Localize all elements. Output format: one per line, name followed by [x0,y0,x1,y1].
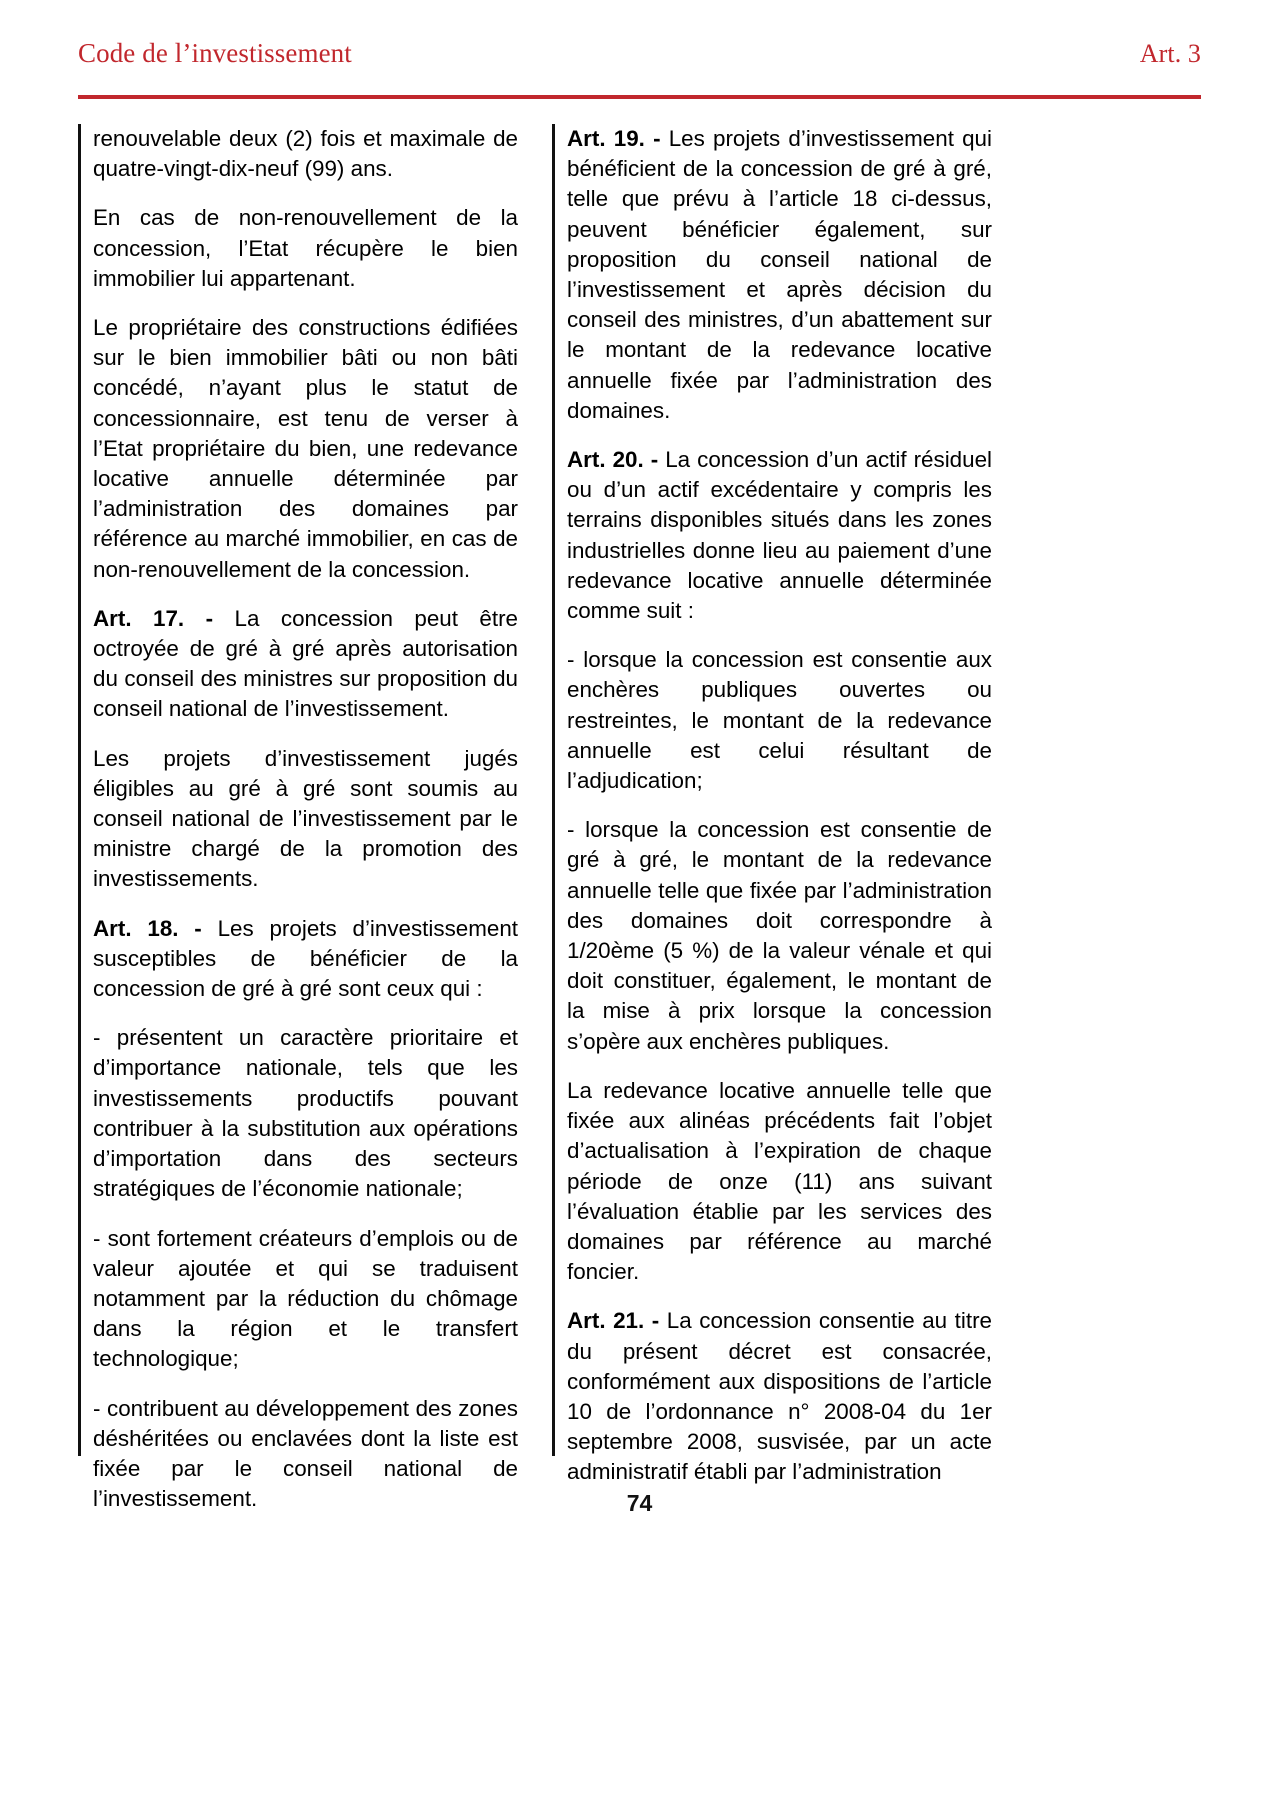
body-paragraph: - lorsque la concession est consentie de gré à gré, le montant de la redevance annuelle telle que fixée par l’administration des domaines doit correspondre à 1/20ème (5 %) de la valeur vénale et qui doit constituer, également, le montant de la mise à prix lorsque la concession s’opère aux enchères publiques. [567,817,992,1054]
article-heading-label: Art. 19. - [567,126,661,151]
article-heading-label: Art. 20. - [567,447,659,473]
text-column-right [552,124,992,1485]
article-paragraph: Art. 19. - Les projets d’investissement qui bénéficient de la concession de gré à gré, telle que prévu à l’article 18 ci-dessus, peuvent bénéficier également, sur proposition du conseil national de l’investissement et après décision du conseil des ministres, d’un abattement sur le montant de la redevance locative annuelle fixée par l’administration des domaines. [567,126,992,423]
body-paragraph: - contribuent au développement des zones déshéritées ou enclavées dont la liste est fixée par le conseil national de l’investissement. [93,1395,518,1512]
article-paragraph: Art. 18. - Les projets d’investissement susceptibles de bénéficier de la concession de gré à gré sont ceux qui : [93,915,519,1002]
body-paragraph: - sont fortement créateurs d’emplois ou de valeur ajoutée et qui se traduisent notamment par la réduction du chômage dans la région et le transfert technologique; [93,1225,518,1372]
running-head-article-ref: Art. 3 [1139,39,1201,68]
article-heading-label: Art. 17. - [93,605,214,631]
body-paragraph: - présentent un caractère prioritaire et d’importance nationale, tels que les investissements productifs pouvant contribuer à la substitution aux opérations d’importation dans des secteurs stratégiques de l’économie nationale; [93,1025,518,1202]
article-heading-label: Art. 18. - [93,915,202,941]
body-paragraph: Le propriétaire des constructions édifiées sur le bien immobilier bâti ou non bâti concédé, n’ayant plus le statut de concessionnaire, est tenu de verser à l’Etat propriétaire du bien, une redevance locative annuelle déterminée par l’administration des domaines par référence au marché immobilier, en cas de non-renouvellement de la concession. [93,315,518,582]
article-paragraph: Art. 21. - La concession consentie au titre du présent décret est consacrée, conformément aux dispositions de l’article 10 de l’ordonnance n° 2008-04 du 1er septembre 2008, susvisée, par un acte administratif établi par l’administration [567,1308,992,1485]
header-divider-rule [78,95,1201,99]
article-paragraph: Art. 20. - La concession d’un actif résiduel ou d’un actif excédentaire y compris les terrains disponibles situés dans les zones industrielles donne lieu au paiement d’une redevance locative annuelle déterminée comme suit : [567,447,992,624]
body-paragraph: renouvelable deux (2) fois et maximale de quatre-vingt-dix-neuf (99) ans. [93,126,518,182]
running-head-title: Code de l’investissement [78,38,352,68]
running-head [78,38,1201,78]
body-paragraph: - lorsque la concession est consentie aux enchères publiques ouvertes ou restreintes, le montant de la redevance annuelle est celui résultant de l’adjudication; [567,647,992,794]
article-paragraph: Art. 17. - La concession peut être octroyée de gré à gré après autorisation du conseil des ministres sur proposition du conseil national de l’investissement. [93,605,519,722]
body-paragraph: La redevance locative annuelle telle que fixée aux alinéas précédents fait l’objet d’actualisation à l’expiration de chaque période de onze (11) ans suivant l’évaluation établie par les services des domaines par référence au marché foncier. [567,1077,992,1285]
page-number: 74 [626,1490,653,1516]
article-heading-label: Art. 21. - [567,1308,660,1334]
body-paragraph: Les projets d’investissement jugés éligibles au gré à gré sont soumis au conseil national de l’investissement par le ministre chargé de la promotion des investissements. [93,745,518,892]
text-column-left [78,124,519,1512]
body-paragraph: En cas de non-renouvellement de la concession, l’Etat récupère le bien immobilier lui appartenant. [93,205,518,291]
